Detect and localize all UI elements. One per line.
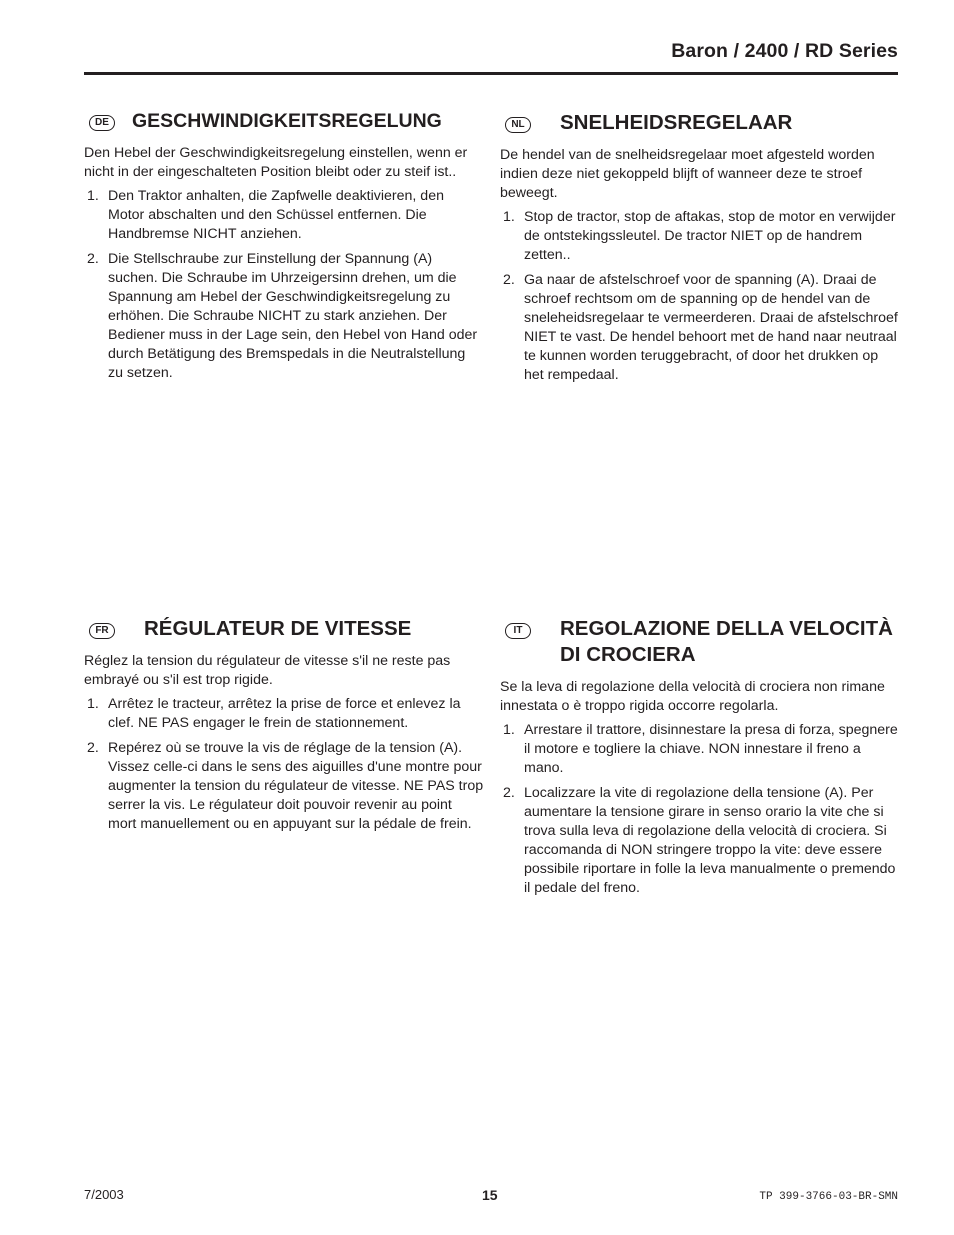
header-rule — [84, 72, 898, 75]
section-title: SNELHEIDSREGELAAR — [560, 111, 793, 134]
step-number: 2. — [503, 785, 515, 801]
section-heading — [84, 108, 480, 134]
section-fr — [84, 616, 484, 840]
steps-list — [500, 721, 900, 898]
step-item — [500, 208, 900, 265]
step-number: 1. — [503, 209, 515, 225]
section-intro: Den Hebel der Geschwindigkeitsregelung einstellen, wenn er nicht in der eingeschalteten Position bleibt oder zu steif ist.. — [84, 145, 468, 180]
section-heading — [84, 616, 484, 642]
language-badge: FR — [89, 623, 115, 639]
step-item — [500, 784, 900, 898]
section-title: GESCHWINDIGKEITSREGELUNG — [132, 110, 442, 132]
step-text: Arrêtez le tracteur, arrêtez la prise de force et enlevez la clef. NE PAS engager le frein de stationnement. — [108, 696, 461, 731]
page-number: 15 — [482, 1187, 498, 1203]
step-text: Den Traktor anhalten, die Zapfwelle deaktivieren, den Motor abschalten und den Schüssel entfernen. Die Handbremse NICHT anziehen. — [108, 188, 444, 242]
step-number: 2. — [503, 272, 515, 288]
step-text: Localizzare la vite di regolazione della tensione (A). Per aumentare la tensione girare in senso orario la vite che si trova sulla leva di regolazione della velocità di crociera. Si raccomanda di NON stringere troppo la vite: deve essere possibile riportare in folle la leva manualmente o premendo il pedale del freno. — [524, 785, 896, 896]
section-it — [500, 616, 900, 904]
steps-list — [84, 187, 480, 383]
section-title: REGOLAZIONE DELLA VELOCITÀ DI CROCIERA — [560, 617, 893, 666]
steps-list — [500, 208, 900, 385]
step-text: Ga naar de afstelschroef voor de spanning (A). Draai de schroef rechtsom om de spanning op de hendel van de sneleheidsregelaar te vermeerderen. Draai de afstelschroef NIET te vast. De hendel behoort met de hand naar neutraal te kunnen worden teruggebracht, of door het drukken op het rempedaal. — [524, 272, 898, 383]
section-intro: Se la leva di regolazione della velocità di crociera non rimane innestata o è troppo rigida occorre regolarla. — [500, 679, 885, 714]
step-item — [84, 739, 484, 834]
footer-date: 7/2003 — [84, 1187, 124, 1202]
step-item — [500, 721, 900, 778]
step-text: Arrestare il trattore, disinnestare la presa di forza, spegnere il motore e togliere la chiave. NON innestare il freno a mano. — [524, 722, 898, 776]
step-item — [500, 271, 900, 385]
section-de — [84, 108, 480, 389]
section-intro: Réglez la tension du régulateur de vitesse s'il ne reste pas embrayé ou s'il est trop rigide. — [84, 653, 451, 688]
steps-list — [84, 695, 484, 834]
step-text: Repérez où se trouve la vis de réglage de la tension (A). Vissez celle-ci dans le sens des aiguilles d'une montre pour augmenter la tension du régulateur de vitesse. NE PAS trop serrer la vis. Le régulateur doit pouvoir revenir au point mort manuellement ou en appuyant sur la pédale de frein. — [108, 740, 484, 832]
section-nl — [500, 110, 900, 391]
language-badge: IT — [505, 623, 531, 639]
step-number: 1. — [503, 722, 515, 738]
section-intro: De hendel van de snelheidsregelaar moet afgesteld worden indien deze niet gekoppeld blijft of wanneer deze te stroef beweegt. — [500, 147, 875, 201]
step-number: 1. — [87, 188, 99, 204]
step-item — [84, 187, 480, 244]
step-text: Stop de tractor, stop de aftakas, stop de motor en verwijder de ontstekingssleutel. De tractor NIET op de handrem zetten.. — [524, 209, 896, 263]
step-number: 1. — [87, 696, 99, 712]
document-code: TP 399-3766-03-BR-SMN — [759, 1191, 898, 1203]
step-item — [84, 695, 484, 733]
step-number: 2. — [87, 740, 99, 756]
section-title: RÉGULATEUR DE VITESSE — [144, 617, 412, 640]
step-item — [84, 250, 480, 383]
language-badge: NL — [505, 117, 531, 133]
step-number: 2. — [87, 251, 99, 267]
step-text: Die Stellschraube zur Einstellung der Spannung (A) suchen. Die Schraube im Uhrzeigersinn drehen, um die Spannung am Hebel der Geschwindigkeitsregelung zu erhöhen. Die Schraube NICHT zu stark anziehen. Der Bediener muss in der Lage sein, den Hebel von Hand oder durch Betätigung des Bremspedals in die Neutralstellung zu setzen. — [108, 251, 478, 381]
language-badge: DE — [89, 115, 115, 131]
section-heading — [500, 616, 900, 668]
page-header-title: Baron / 2400 / RD Series — [671, 40, 898, 62]
section-heading — [500, 110, 900, 136]
